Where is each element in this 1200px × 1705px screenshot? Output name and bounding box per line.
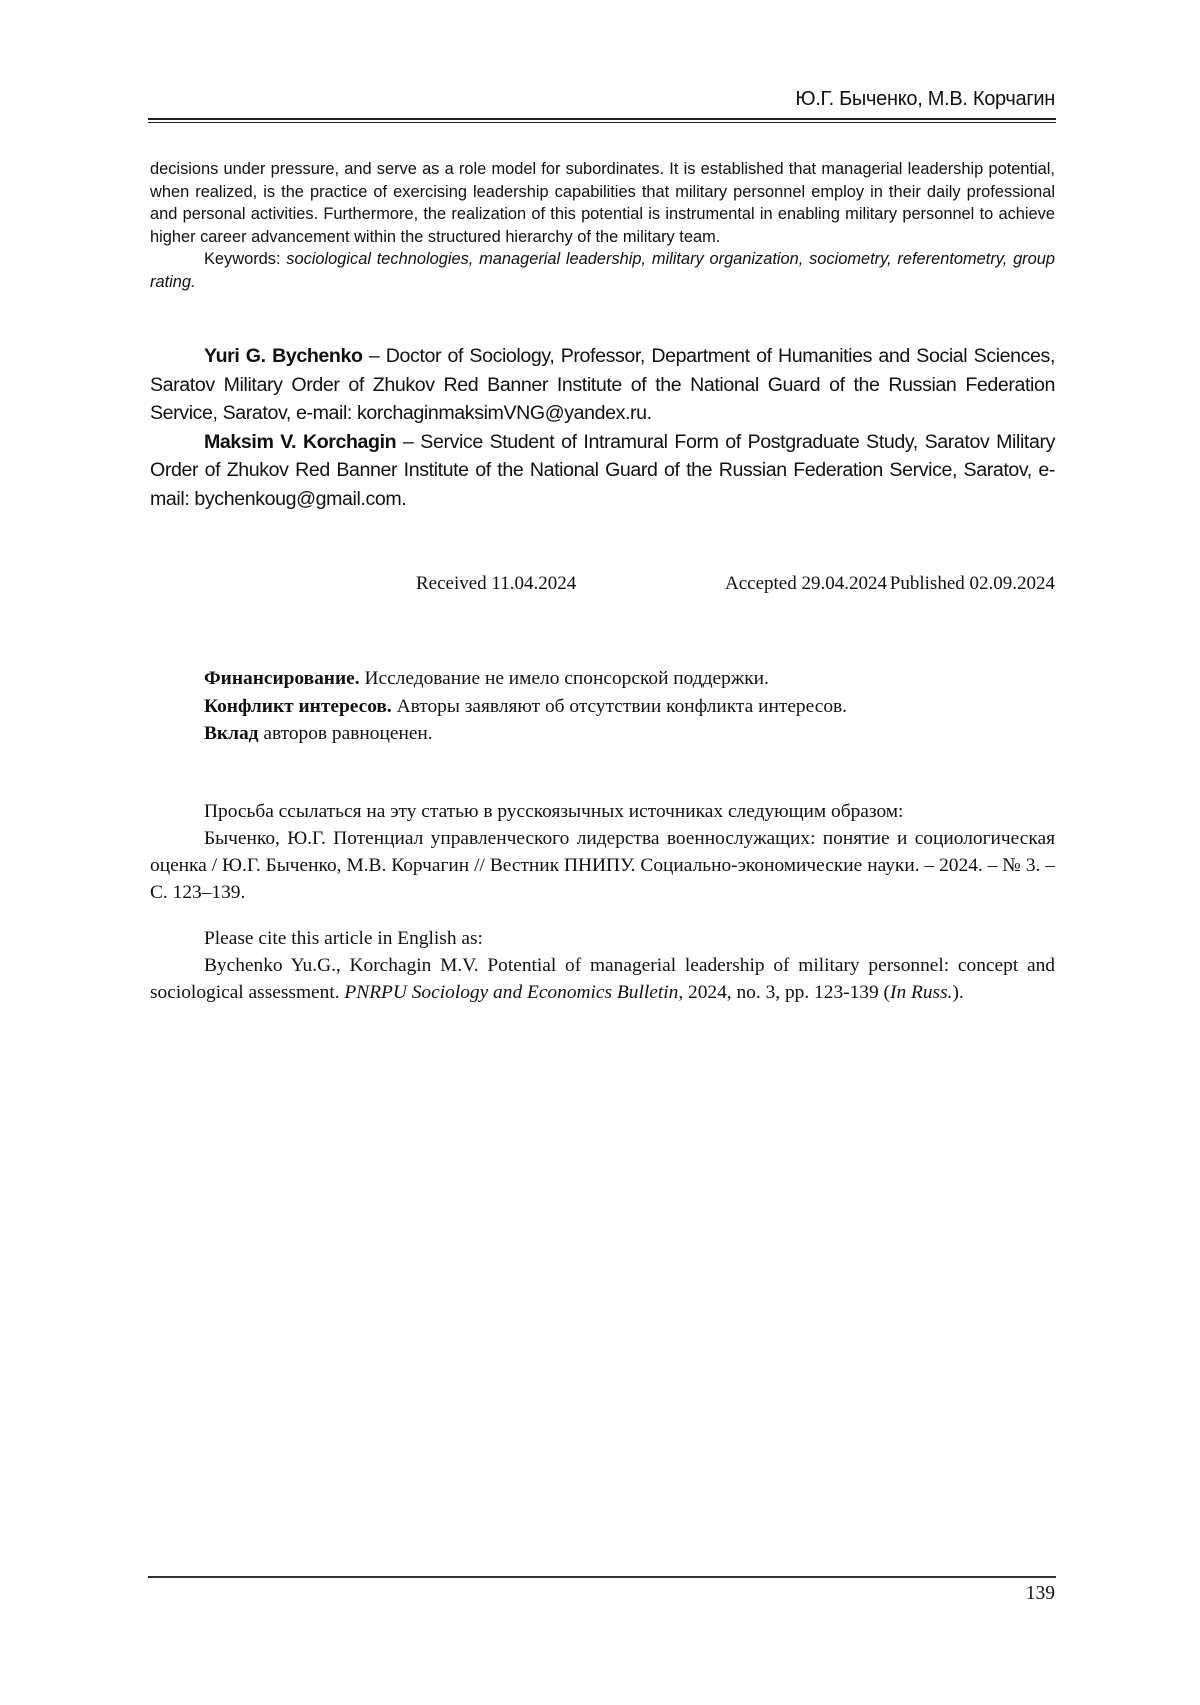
keywords-line [150,248,1055,293]
header-rule-thin [148,122,1056,123]
declarations [150,665,1055,748]
contribution-text: авторов равноценен. [259,723,433,744]
conflict-statement [150,693,1055,721]
abstract [150,158,1055,293]
published-date: Published 02.09.2024 [890,573,1055,595]
contribution-statement [150,720,1055,748]
funding-statement [150,665,1055,693]
conflict-text: Авторы заявляют об отсутствии конфликта интересов. [392,696,847,717]
header-rule [148,118,1056,120]
citation-english [150,925,1055,1006]
funding-text: Исследование не имело спонсорской поддержки. [360,668,769,689]
language-note: In Russ. [890,982,952,1003]
citation-en-intro: Please cite this article in English as: [150,925,1055,952]
author-details: – Doctor of Sociology, Professor, Department of Humanities and Social Sciences, Saratov Military Order of Zhukov Red Banner Institute of the National Guard of the Russian Federation Service, Saratov, e-mail: korchaginmaksimVNG@yandex.ru. [150,345,1055,424]
conflict-label: Конфликт интересов. [204,696,392,717]
citation-en-part3: ). [952,982,963,1003]
author-entry [150,342,1055,428]
citation-ru-intro: Просьба ссылаться на эту статью в русскоязычных источниках следующим образом: [150,798,1055,825]
citation-russian [150,798,1055,906]
funding-label: Финансирование. [204,668,360,689]
author-details: – Service Student of Intramural Form of Postgraduate Study, Saratov Military Order of Zhukov Red Banner Institute of the National Guard of the Russian Federation Service, Saratov, e-mail: bychenkoug@gmail.com. [150,431,1055,510]
abstract-text: decisions under pressure, and serve as a role model for subordinates. It is established that managerial leadership potential, when realized, is the practice of exercising leadership capabilities that military personnel employ in their daily professional and personal activities. Furthermore, the realization of this potential is instrumental in enabling military personnel to achieve higher career advancement within the structured hierarchy of the military team. [150,158,1055,248]
accepted-date: Accepted 29.04.2024 [725,573,887,595]
footer-rule [148,1576,1056,1578]
running-head: Ю.Г. Быченко, М.В. Корчагин [150,88,1055,111]
received-date: Received 11.04.2024 [416,573,576,595]
author-name: Yuri G. Bychenko [204,345,363,367]
keywords-label: Keywords: [204,250,281,268]
contribution-label: Вклад [204,723,259,744]
page-number: 139 [150,1583,1055,1605]
author-info [150,342,1055,513]
author-name: Maksim V. Korchagin [204,431,396,453]
citation-ru-text: Быченко, Ю.Г. Потенциал управленческого лидерства военнослужащих: понятие и социологическая оценка / Ю.Г. Быченко, М.В. Корчагин // Вестник ПНИПУ. Социально-экономические науки. – 2024. – № 3. – С. 123–139. [150,825,1055,906]
citation-en-part1: Bychenko Yu.G., Korchagin M.V. Potential of managerial leadership of military personnel: concept and sociological assessment. [150,955,1055,1003]
author-entry [150,428,1055,514]
citation-en-text [150,952,1055,1006]
journal-name: PNRPU Sociology and Economics Bulletin [344,982,678,1003]
keywords-list: sociological technologies, managerial leadership, military organization, sociometry, referentometry, group rating. [150,250,1055,291]
citation-en-part2: , 2024, no. 3, pp. 123-139 ( [678,982,890,1003]
